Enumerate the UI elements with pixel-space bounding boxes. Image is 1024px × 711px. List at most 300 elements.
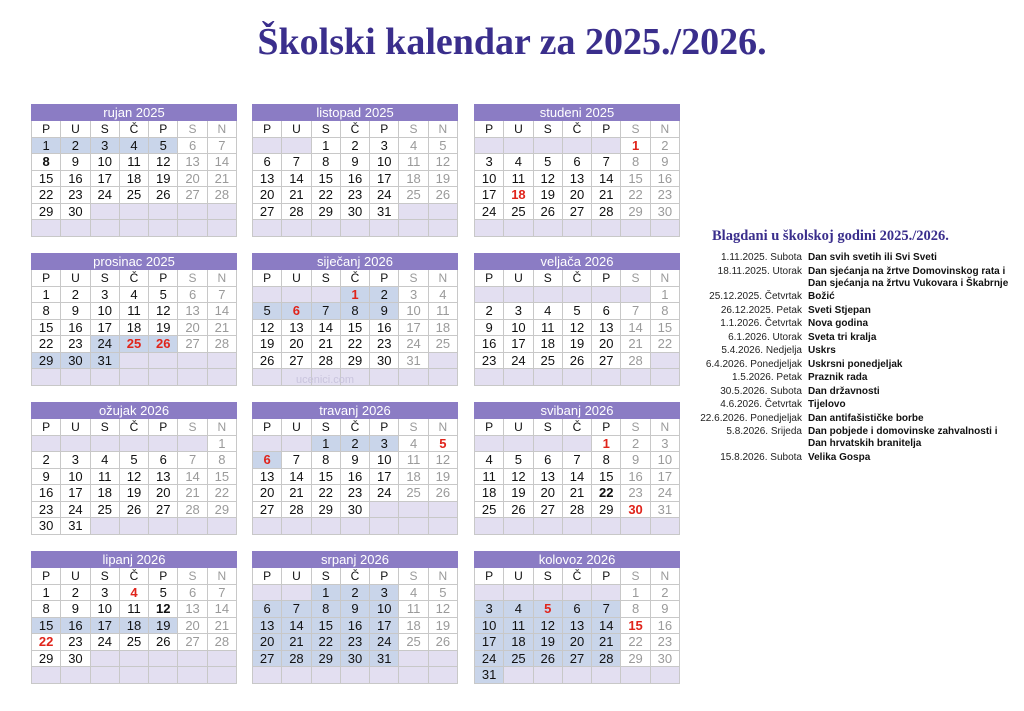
empty-cell — [475, 369, 504, 386]
day-cell: 19 — [534, 634, 563, 651]
day-cell: 14 — [592, 171, 621, 188]
month-title: srpanj 2026 — [252, 551, 458, 568]
month-calendar — [252, 402, 458, 535]
day-cell: 23 — [370, 336, 399, 353]
day-cell: 23 — [475, 353, 504, 370]
holiday-row — [690, 345, 1015, 357]
weekday-header: U — [504, 568, 533, 585]
day-cell: 17 — [475, 187, 504, 204]
weekday-header: P — [253, 568, 282, 585]
day-cell: 8 — [32, 154, 61, 171]
weekday-header: S — [91, 568, 120, 585]
day-cell: 28 — [621, 353, 650, 370]
holiday-date: 25.12.2025. Četvrtak — [709, 291, 802, 302]
holiday-date: 1.11.2025. Subota — [721, 252, 802, 263]
day-cell: 1 — [651, 287, 680, 304]
day-cell: 10 — [475, 618, 504, 635]
day-cell: 20 — [178, 618, 207, 635]
day-cell: 16 — [475, 336, 504, 353]
day-cell: 10 — [504, 320, 533, 337]
holiday-date: 6.4.2026. Ponedjeljak — [705, 358, 802, 370]
day-cell: 22 — [32, 336, 61, 353]
holiday-row — [690, 372, 1015, 384]
day-cell: 25 — [91, 502, 120, 519]
day-cell: 5 — [429, 138, 458, 155]
day-cell: 12 — [253, 320, 282, 337]
day-cell: 4 — [120, 585, 149, 602]
day-cell: 10 — [91, 303, 120, 320]
day-cell: 25 — [504, 204, 533, 221]
empty-cell — [32, 369, 61, 386]
day-cell: 19 — [149, 171, 178, 188]
empty-cell — [208, 651, 237, 668]
day-cell: 20 — [253, 485, 282, 502]
empty-cell — [563, 369, 592, 386]
day-cell: 12 — [149, 601, 178, 618]
day-cell: 13 — [563, 618, 592, 635]
empty-cell — [282, 585, 311, 602]
day-cell: 30 — [651, 651, 680, 668]
empty-cell — [651, 667, 680, 684]
empty-cell — [399, 204, 428, 221]
weekday-header: S — [399, 270, 428, 287]
day-cell: 17 — [475, 634, 504, 651]
empty-cell — [120, 204, 149, 221]
day-cell: 11 — [120, 303, 149, 320]
day-cell: 27 — [253, 651, 282, 668]
empty-cell — [282, 138, 311, 155]
day-cell: 21 — [282, 187, 311, 204]
day-cell: 3 — [370, 585, 399, 602]
day-cell: 9 — [32, 469, 61, 486]
day-cell: 8 — [651, 303, 680, 320]
weekday-header: N — [429, 270, 458, 287]
day-cell: 19 — [563, 336, 592, 353]
day-cell: 11 — [120, 601, 149, 618]
day-cell: 23 — [61, 634, 90, 651]
day-cell: 15 — [32, 171, 61, 188]
day-cell: 12 — [429, 452, 458, 469]
day-cell: 5 — [149, 138, 178, 155]
holiday-date: 22.6.2026. Ponedjeljak — [700, 412, 802, 424]
empty-cell — [208, 220, 237, 237]
day-cell: 1 — [208, 436, 237, 453]
empty-cell — [651, 220, 680, 237]
empty-cell — [91, 651, 120, 668]
empty-cell — [475, 220, 504, 237]
day-cell: 22 — [312, 634, 341, 651]
day-cell: 19 — [429, 171, 458, 188]
day-cell: 26 — [534, 204, 563, 221]
day-cell: 24 — [61, 502, 90, 519]
day-cell: 24 — [475, 204, 504, 221]
day-cell: 23 — [61, 336, 90, 353]
day-cell: 23 — [341, 485, 370, 502]
weekday-header: U — [504, 270, 533, 287]
day-cell: 12 — [563, 320, 592, 337]
day-cell: 10 — [370, 452, 399, 469]
day-cell: 10 — [370, 154, 399, 171]
day-cell: 28 — [592, 204, 621, 221]
day-cell: 23 — [61, 187, 90, 204]
day-cell: 4 — [504, 601, 533, 618]
day-cell: 3 — [651, 436, 680, 453]
empty-cell — [32, 220, 61, 237]
day-cell: 7 — [592, 601, 621, 618]
empty-cell — [621, 287, 650, 304]
empty-cell — [504, 287, 533, 304]
day-cell: 2 — [341, 138, 370, 155]
empty-cell — [370, 518, 399, 535]
empty-cell — [504, 369, 533, 386]
empty-cell — [399, 651, 428, 668]
day-cell: 18 — [429, 320, 458, 337]
day-cell: 22 — [32, 187, 61, 204]
day-cell: 3 — [91, 138, 120, 155]
day-cell: 16 — [651, 171, 680, 188]
day-cell: 30 — [341, 502, 370, 519]
empty-cell — [178, 353, 207, 370]
month-title: siječanj 2026 — [252, 253, 458, 270]
holiday-name: Dan državnosti — [808, 385, 880, 397]
day-cell: 8 — [312, 452, 341, 469]
weekday-header: U — [282, 568, 311, 585]
day-cell: 18 — [504, 634, 533, 651]
day-cell: 3 — [504, 303, 533, 320]
empty-cell — [120, 436, 149, 453]
day-cell: 4 — [120, 287, 149, 304]
empty-cell — [475, 585, 504, 602]
weekday-header: S — [178, 270, 207, 287]
weekday-header: N — [429, 568, 458, 585]
day-cell: 2 — [32, 452, 61, 469]
weekday-header: S — [534, 270, 563, 287]
month-calendar — [31, 104, 237, 237]
day-cell: 17 — [370, 469, 399, 486]
empty-cell — [282, 220, 311, 237]
day-cell: 22 — [312, 187, 341, 204]
day-cell: 3 — [370, 138, 399, 155]
empty-cell — [253, 585, 282, 602]
weekday-header: S — [91, 419, 120, 436]
empty-cell — [475, 436, 504, 453]
holiday-row — [690, 413, 1015, 425]
holiday-row — [690, 266, 1015, 290]
day-cell: 21 — [621, 336, 650, 353]
day-cell: 7 — [282, 452, 311, 469]
day-cell: 4 — [91, 452, 120, 469]
day-cell: 25 — [120, 634, 149, 651]
weekday-header: Č — [563, 568, 592, 585]
holiday-date: 26.12.2025. Petak — [720, 304, 802, 316]
day-cell: 22 — [592, 485, 621, 502]
holiday-row — [690, 332, 1015, 344]
day-cell: 31 — [475, 667, 504, 684]
day-cell: 29 — [32, 353, 61, 370]
month-calendar — [474, 104, 680, 237]
day-cell: 19 — [429, 618, 458, 635]
day-cell: 5 — [563, 303, 592, 320]
day-cell: 10 — [91, 154, 120, 171]
empty-cell — [312, 518, 341, 535]
day-cell: 24 — [370, 485, 399, 502]
holiday-date: 30.5.2026. Subota — [720, 385, 802, 397]
day-cell: 20 — [253, 187, 282, 204]
month-days-grid — [252, 121, 458, 237]
day-cell: 1 — [312, 585, 341, 602]
holiday-row — [690, 452, 1015, 464]
weekday-header: S — [91, 270, 120, 287]
day-cell: 29 — [621, 651, 650, 668]
day-cell: 25 — [120, 187, 149, 204]
month-title: listopad 2025 — [252, 104, 458, 121]
day-cell: 7 — [621, 303, 650, 320]
month-title: studeni 2025 — [474, 104, 680, 121]
day-cell: 7 — [208, 585, 237, 602]
weekday-header: N — [429, 419, 458, 436]
day-cell: 25 — [475, 502, 504, 519]
weekday-header: N — [651, 568, 680, 585]
holiday-name: Sveta tri kralja — [808, 331, 877, 343]
day-cell: 30 — [370, 353, 399, 370]
weekday-header: S — [178, 121, 207, 138]
day-cell: 27 — [563, 651, 592, 668]
day-cell: 11 — [504, 618, 533, 635]
empty-cell — [149, 353, 178, 370]
month-title: kolovoz 2026 — [474, 551, 680, 568]
day-cell: 9 — [341, 452, 370, 469]
day-cell: 8 — [32, 303, 61, 320]
holiday-row — [690, 386, 1015, 398]
day-cell: 21 — [312, 336, 341, 353]
day-cell: 9 — [475, 320, 504, 337]
day-cell: 24 — [91, 634, 120, 651]
day-cell: 3 — [475, 601, 504, 618]
day-cell: 25 — [399, 634, 428, 651]
empty-cell — [370, 667, 399, 684]
day-cell: 15 — [208, 469, 237, 486]
day-cell: 10 — [651, 452, 680, 469]
day-cell: 1 — [592, 436, 621, 453]
day-cell: 10 — [61, 469, 90, 486]
day-cell: 23 — [341, 187, 370, 204]
weekday-header: S — [312, 121, 341, 138]
day-cell: 9 — [341, 154, 370, 171]
month-calendar — [31, 402, 237, 535]
day-cell: 16 — [32, 485, 61, 502]
day-cell: 6 — [178, 585, 207, 602]
day-cell: 27 — [253, 204, 282, 221]
empty-cell — [563, 287, 592, 304]
empty-cell — [592, 518, 621, 535]
day-cell: 18 — [120, 171, 149, 188]
empty-cell — [178, 651, 207, 668]
empty-cell — [429, 220, 458, 237]
month-days-grid — [474, 568, 680, 684]
day-cell: 6 — [253, 601, 282, 618]
empty-cell — [312, 220, 341, 237]
day-cell: 20 — [178, 320, 207, 337]
day-cell: 27 — [282, 353, 311, 370]
empty-cell — [534, 585, 563, 602]
holiday-row — [690, 305, 1015, 317]
day-cell: 5 — [429, 436, 458, 453]
day-cell: 26 — [429, 634, 458, 651]
month-calendar — [252, 253, 458, 386]
day-cell: 6 — [282, 303, 311, 320]
day-cell: 19 — [253, 336, 282, 353]
day-cell: 7 — [312, 303, 341, 320]
day-cell: 26 — [429, 187, 458, 204]
day-cell: 15 — [651, 320, 680, 337]
empty-cell — [149, 204, 178, 221]
day-cell: 11 — [534, 320, 563, 337]
weekday-header: P — [32, 419, 61, 436]
empty-cell — [282, 436, 311, 453]
day-cell: 22 — [621, 187, 650, 204]
empty-cell — [563, 518, 592, 535]
day-cell: 9 — [61, 303, 90, 320]
holiday-row — [690, 291, 1015, 303]
empty-cell — [429, 353, 458, 370]
day-cell: 4 — [429, 287, 458, 304]
month-days-grid — [474, 121, 680, 237]
day-cell: 28 — [563, 502, 592, 519]
day-cell: 27 — [253, 502, 282, 519]
day-cell: 20 — [149, 485, 178, 502]
holiday-row — [690, 359, 1015, 371]
holiday-row — [690, 426, 1015, 450]
day-cell: 27 — [178, 336, 207, 353]
day-cell: 9 — [61, 601, 90, 618]
day-cell: 6 — [534, 452, 563, 469]
day-cell: 13 — [178, 601, 207, 618]
empty-cell — [178, 220, 207, 237]
holiday-name: Velika Gospa — [808, 451, 871, 463]
day-cell: 14 — [592, 618, 621, 635]
weekday-header: Č — [563, 121, 592, 138]
day-cell: 2 — [621, 436, 650, 453]
day-cell: 16 — [370, 320, 399, 337]
empty-cell — [253, 518, 282, 535]
empty-cell — [149, 667, 178, 684]
day-cell: 18 — [399, 171, 428, 188]
weekday-header: U — [282, 419, 311, 436]
day-cell: 16 — [621, 469, 650, 486]
empty-cell — [253, 138, 282, 155]
day-cell: 14 — [208, 154, 237, 171]
day-cell: 8 — [208, 452, 237, 469]
holiday-date: 15.8.2026. Subota — [720, 451, 802, 463]
empty-cell — [592, 585, 621, 602]
day-cell: 14 — [312, 320, 341, 337]
month-title: svibanj 2026 — [474, 402, 680, 419]
day-cell: 6 — [253, 154, 282, 171]
weekday-header: S — [399, 419, 428, 436]
holiday-name: Božić — [808, 291, 835, 302]
day-cell: 8 — [312, 154, 341, 171]
weekday-header: U — [61, 270, 90, 287]
empty-cell — [592, 220, 621, 237]
weekday-header: N — [651, 121, 680, 138]
day-cell: 7 — [282, 601, 311, 618]
day-cell: 8 — [592, 452, 621, 469]
empty-cell — [429, 502, 458, 519]
holiday-name: Tijelovo — [808, 399, 846, 410]
empty-cell — [61, 369, 90, 386]
weekday-header: Č — [120, 568, 149, 585]
weekday-header: N — [208, 419, 237, 436]
empty-cell — [32, 667, 61, 684]
day-cell: 15 — [592, 469, 621, 486]
day-cell: 3 — [91, 585, 120, 602]
weekday-header: S — [534, 121, 563, 138]
day-cell: 24 — [370, 634, 399, 651]
day-cell: 19 — [534, 187, 563, 204]
empty-cell — [504, 436, 533, 453]
day-cell: 29 — [592, 502, 621, 519]
empty-cell — [621, 220, 650, 237]
day-cell: 21 — [208, 618, 237, 635]
day-cell: 12 — [149, 303, 178, 320]
day-cell: 6 — [178, 138, 207, 155]
day-cell: 9 — [370, 303, 399, 320]
day-cell: 19 — [149, 618, 178, 635]
day-cell: 27 — [563, 204, 592, 221]
month-title: rujan 2025 — [31, 104, 237, 121]
weekday-header: U — [61, 121, 90, 138]
empty-cell — [149, 651, 178, 668]
weekday-header: P — [475, 121, 504, 138]
day-cell: 2 — [61, 287, 90, 304]
empty-cell — [312, 287, 341, 304]
empty-cell — [61, 436, 90, 453]
weekday-header: S — [312, 419, 341, 436]
day-cell: 8 — [621, 154, 650, 171]
day-cell: 11 — [120, 154, 149, 171]
day-cell: 21 — [592, 634, 621, 651]
day-cell: 12 — [534, 618, 563, 635]
holiday-date: 18.11.2025. Utorak — [717, 265, 802, 277]
day-cell: 18 — [120, 618, 149, 635]
empty-cell — [563, 667, 592, 684]
day-cell: 24 — [504, 353, 533, 370]
day-cell: 5 — [253, 303, 282, 320]
day-cell: 20 — [563, 634, 592, 651]
holiday-date: 5.8.2026. Srijeda — [726, 426, 802, 437]
weekday-header: P — [592, 568, 621, 585]
day-cell: 26 — [253, 353, 282, 370]
day-cell: 19 — [504, 485, 533, 502]
day-cell: 5 — [504, 452, 533, 469]
day-cell: 22 — [341, 336, 370, 353]
holiday-name: Praznik rada — [808, 372, 868, 383]
day-cell: 24 — [399, 336, 428, 353]
day-cell: 29 — [341, 353, 370, 370]
day-cell: 26 — [429, 485, 458, 502]
day-cell: 3 — [61, 452, 90, 469]
empty-cell — [61, 220, 90, 237]
day-cell: 6 — [178, 287, 207, 304]
weekday-header: P — [149, 568, 178, 585]
day-cell: 16 — [341, 618, 370, 635]
day-cell: 29 — [621, 204, 650, 221]
empty-cell — [120, 353, 149, 370]
day-cell: 13 — [178, 154, 207, 171]
day-cell: 17 — [91, 618, 120, 635]
empty-cell — [91, 204, 120, 221]
empty-cell — [370, 369, 399, 386]
